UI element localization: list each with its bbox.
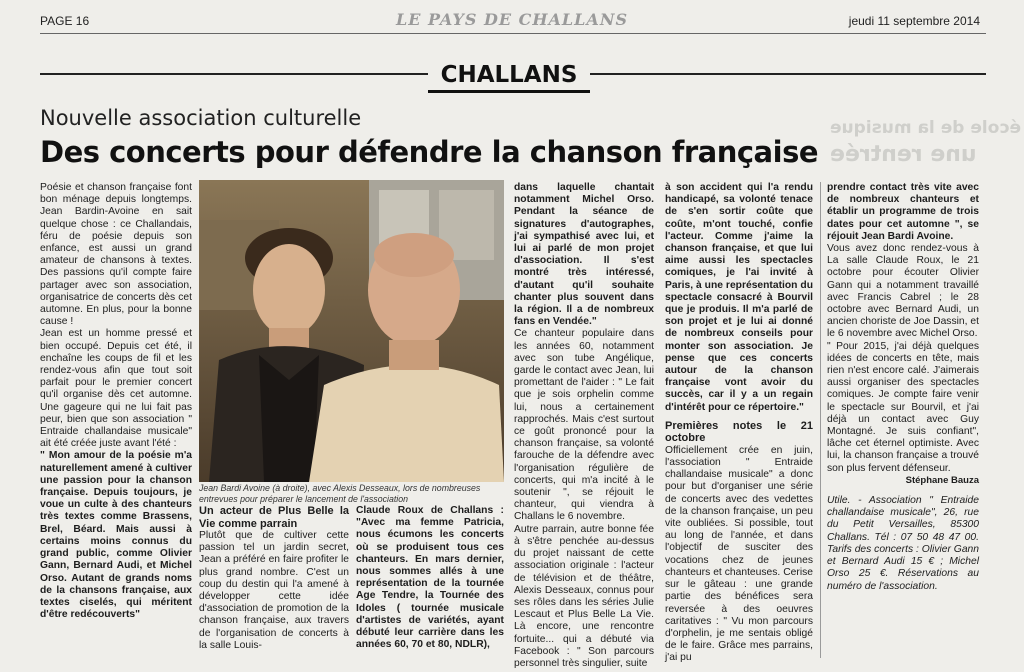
article-column-6 xyxy=(827,182,979,658)
photo-illustration xyxy=(199,180,504,482)
page-number: PAGE 16 xyxy=(40,14,90,28)
article-headline: Des concerts pour défendre la chanson française xyxy=(40,135,818,169)
column-divider xyxy=(820,182,821,658)
article-column-3 xyxy=(356,505,504,655)
quote-paragraph: Claude Roux de Challans : "Avec ma femme Patricia, nous écumons les concerts où se produisent tous ces chanteurs. En mars dernier, nous sommes allés à une représentation de la tournée Age Tendre, la Tournée des Idoles ( tournée musicale d'artistes de variétés, ayant débuté leur carrière dans les années 60, 70 et 80, NDLR), xyxy=(356,505,504,651)
subheading: Un acteur de Plus Belle la Vie comme parrain xyxy=(199,505,349,530)
issue-date: jeudi 11 septembre 2014 xyxy=(848,14,980,28)
article-column-4 xyxy=(514,182,654,669)
paragraph: Jean est un homme pressé et bien occupé. Depuis cet été, il enchaîne les coups de fil et les rendez-vous afin que tout soit parfait pour le premier concert qu'il organise dès cet automne. Une gageure qui ne lui fait pas peur, bien que son association " Entraide challandaise musicale" ait été créée juste avant l'été : xyxy=(40,328,192,450)
quote-paragraph: dans laquelle chantait notamment Michel Orso. Pendant la séance de signatures d'autographes, j'ai sympathisé avec lui, et lui ai parlé de mon projet d'association. Il s'est montré très intéressé, d'autant qu'il souhaite chanter plus souvent dans la région. Il a de nombreux fans en Vendée." xyxy=(514,182,654,328)
quote-paragraph: à son accident qui l'a rendu handicapé, sa volonté tenace de s'en sortir coûte que coûte, m'ont touché, confie l'acteur. Comme j'aime la chanson française, et que lui aime aussi les spectacles comiques, je l'ai invité à Paris, à une représentation du spectacle consacré à Bourvil que je produis. Il m'a parlé de son projet et je lui ai donné de nombreux conseils pour monter son association. Je pense que ces concerts autour de la chanson française vont avoir du succès, car il y a un regain d'intérêt pour ce répertoire." xyxy=(665,182,813,413)
masthead: LE PAYS DE CHALLANS xyxy=(395,10,629,29)
paragraph: Autre parrain, autre bonne fée à s'être penchée au-dessus du projet naissant de cette association originale : l'acteur de télévision et de théâtre, Alexis Desseaux, connus pour ses rôles dans les séries Julie Lescaut et Plus Belle La Vie. Là encore, une rencontre fortuite... qui a débuté via Facebook : " Son parcours personnel très singulier, suite xyxy=(514,523,654,669)
info-box: Utile. - Association " Entraide challandaise musicale", 26, rue du Petit Versailles, 85300 Challans. Tél : 07 50 48 47 00. Tarifs des concerts : Olivier Gann et Bernard Audi 15 € ; Michel Orso 25 €. Réservations au numéro de l'association. xyxy=(827,495,979,592)
paragraph: " Pour 2015, j'ai déjà quelques idées de concerts en tête, mais rien n'est encore calé. J'aimerais aussi organiser des spectacles comiques. Je compte faire venir le spectacle sur Bourvil, et j'ai déjà un contact avec Guy Montagné. Je suis confiant", lâche cet éternel optimiste. Avec lui, la chanson française a trouvé son plus fervent défenseur. xyxy=(827,340,979,474)
author-signature: Stéphane Bauza xyxy=(905,474,979,486)
photo-caption: Jean Bardi Avoine (à droite), avec Alexis Desseaux, lors de nombreuses entrevues pour préparer le lancement de l'association xyxy=(199,483,481,504)
show-through-text: école de la musique xyxy=(830,118,1021,138)
article-column-1 xyxy=(40,182,192,658)
section-title: CHALLANS xyxy=(428,60,590,93)
quote-paragraph: " Mon amour de la poésie m'a naturellement amené à cultiver une passion pour la chanson française. Depuis toujours, je voue un culte à des chanteurs très textes comme Brassens, Brel, Béard. Mais aussi à certains moins connus du grand public, comme Olivier Gann, Bernard Audi, et Michel Orso. Autant de grands noms de la chansons française, aux textes ciselés, qui méritent d'être redécouverts" xyxy=(40,450,192,621)
quote-paragraph: prendre contact très vite avec de nombreux chanteurs et établir un programme de trois dates pour cet automne ", se réjouit Jean Bardi Avoine. xyxy=(827,182,979,242)
paragraph: Plutôt que de cultiver cette passion tel un jardin secret, Jean a préféré en faire profiter le plus grand nombre. C'est un coup du destin qui l'a amené à développer cette idée d'association de promotion de la chanson française, aux travers de l'organisation de concerts à la salle Louis- xyxy=(199,530,349,651)
article-column-2 xyxy=(199,505,349,655)
paragraph: Ce chanteur populaire dans les années 60, notamment avec son tube Angélique, garde le contact avec Jean, lui promettant de l'aider : " Le fait que je sois orphelin comme lui, nous a certainement rapprochés. Mais c'est surtout ce goût prononcé pour la chanson française, sa volonté farouche de la défendre avec l'organisation régulière de concerts, qui m'a incité à le soutenir ", se réjouit le chanteur, qui viendra à Challans le 6 novembre. xyxy=(514,328,654,523)
article-kicker: Nouvelle association culturelle xyxy=(40,106,362,130)
show-through-text-2: une rentrée xyxy=(830,142,977,167)
header-rule xyxy=(40,33,986,34)
subheading: Premières notes le 21 octobre xyxy=(665,419,813,445)
paragraph: Vous avez donc rendez-vous à La salle Claude Roux, le 21 octobre pour écouter Olivier Gann qui a notamment travaillé avec Francis Cabrel ; le 28 octobre avec Bernard Audi, un ancien choriste de Joe Dassin, et le 6 novembre avec Michel Orso. xyxy=(827,243,979,340)
article-column-5 xyxy=(665,182,813,664)
article-photo xyxy=(199,180,504,482)
paragraph: Officiellement crée en juin, l'association " Entraide challandaise musicale" a donc pour but d'organiser une série de concerts avec des vedettes de la chanson française, un peu vite oubliées. Si possible, tout au long de l'année, et dans l'objectif de susciter des vocations chez de jeunes chanteurs et chanteuses. Cerise sur le gâteau : une grande partie des bénéfices sera reversée à des oeuvres caritatives : " Vu mon parcours d'orphelin, je me sentais obligé de le faire. Grâce mes parrains, j'ai pu xyxy=(665,444,813,664)
paragraph: Poésie et chanson française font bon ménage depuis longtemps. Jean Bardin-Avoine en sait quelque chose : ce Challandais, féru de poésie depuis son enfance, est aussi un grand amateur de chansons à textes. Des passions qu'il compte faire partager avec son association, organisatrice de concerts dès cet automne. En plus, pour la bonne cause ! xyxy=(40,182,192,328)
